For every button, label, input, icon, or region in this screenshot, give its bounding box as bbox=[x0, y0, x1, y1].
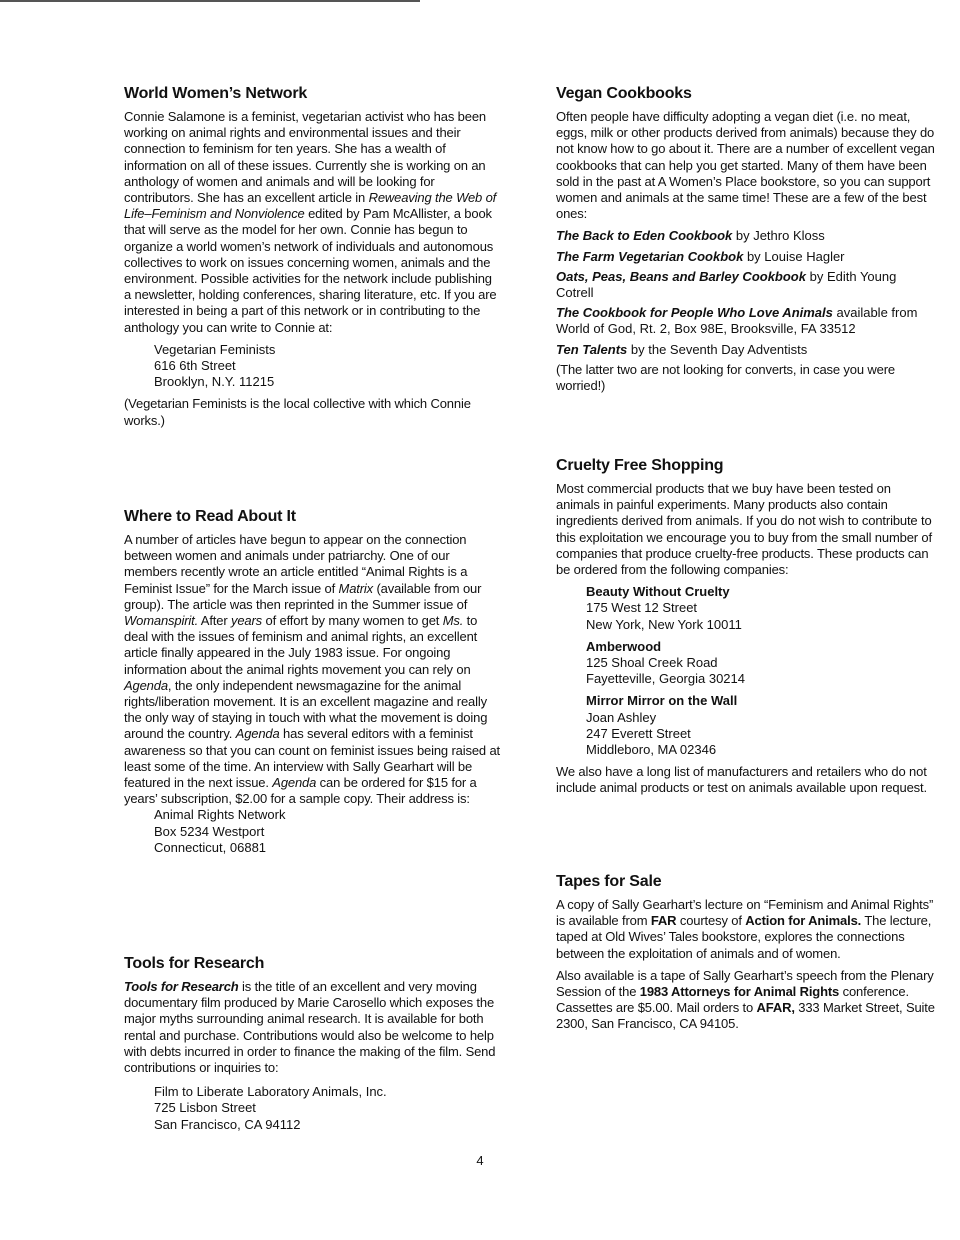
read-text: (available from our group). The article was then reprinted in the Summer issue of bbox=[124, 580, 482, 612]
read-address bbox=[154, 807, 502, 856]
book-title: The Back to Eden Cookbook bbox=[556, 228, 733, 244]
book-title: The Farm Vegetarian Cookbok bbox=[556, 248, 744, 264]
vegan-intro: Often people have difficulty adopting a vegan diet (i.e. no meat, eggs, milk or other products derived from animals) because they do not know how to go about it. There are a number of excellent vegan cookbooks that can help you get started. Many of them have been sold in the past at A Women’s Place bookstore, so you can support women and animals at the same time! These are a few of the best ones: bbox=[556, 109, 935, 222]
address-line: Fayetteville, Georgia 30214 bbox=[586, 671, 745, 687]
read-text: has several editors with a feminist awareness so that you can count on feminist issues being raised at least some of the time. An interview with Sally Gearhart will be featured in the next issue. bbox=[124, 726, 500, 791]
read-text: of effort by many women to get bbox=[262, 613, 443, 629]
tapes-paragraph-2 bbox=[556, 968, 936, 1033]
address-line: 175 West 12 Street bbox=[586, 600, 698, 616]
address-line: 725 Lisbon Street bbox=[154, 1100, 256, 1116]
heading-cruelty-free-shopping: Cruelty Free Shopping bbox=[556, 457, 724, 474]
address-line: Film to Liberate Laboratory Animals, Inc. bbox=[154, 1084, 387, 1100]
book-title: Oats, Peas, Beans and Barley Cookbook bbox=[556, 268, 806, 284]
world-text-b: edited by Pam McAllister, a book that will serve as the model for her own. Connie has begun to organize a world women’s network of individuals and autonomous collectives to work on issues concerning women, animals and the environment. Possible activities for the network include publishing a newsletter, holding conferences, sharing literature, etc. If you are interested in being a part of this network or in contributing to the anthology you can write to Connie at: bbox=[124, 206, 497, 335]
read-emphasis: years bbox=[230, 613, 263, 629]
tapes-bold: AFAR, bbox=[756, 1000, 795, 1016]
company-name: Amberwood bbox=[586, 638, 662, 654]
world-book-title: Reweaving the Web of Life–Feminism and Nonviolence bbox=[124, 190, 497, 222]
section-cruelty-free-shopping bbox=[556, 456, 936, 803]
cruelty-outro: We also have a long list of manufacturers and retailers who do not include animal products or test on animals available upon request. bbox=[556, 764, 927, 796]
tapes-bold: 1983 Attorneys for Animal Rights bbox=[639, 984, 840, 1000]
company-name: Beauty Without Cruelty bbox=[586, 584, 730, 600]
cruelty-intro: Most commercial products that we buy have been tested on animals in painful experiments. Many products also contain ingredients derived from animals. If you do not wish to contribute to this exploitation we encourage you to buy from the small number of companies that produce cruelty-free products. These products can be ordered from the following companies: bbox=[556, 481, 932, 578]
address-line: Brooklyn, N.Y. 11215 bbox=[154, 374, 275, 390]
address-line: Connecticut, 06881 bbox=[154, 839, 267, 855]
tapes-bold: FAR bbox=[650, 913, 677, 929]
read-emphasis: Agenda bbox=[272, 775, 317, 791]
tapes-text: The lecture, taped at Old Wives’ Tales bookstore, explores the connections between the exploitation of animals and of women. bbox=[556, 913, 932, 961]
book-detail: by Jethro Kloss bbox=[732, 228, 825, 244]
read-text: can be ordered for $15 for a years’ subscription, $2.00 for a sample copy. Their address is: bbox=[124, 775, 477, 807]
read-text: , the only independent newsmagazine for the animal rights/liberation movement. It is an excellent magazine and really the only way of staying in touch with what the movement is doing around the country. bbox=[124, 677, 488, 742]
address-line: Animal Rights Network bbox=[154, 807, 286, 823]
heading-vegan-cookbooks: Vegan Cookbooks bbox=[556, 85, 692, 102]
address-line: San Francisco, CA 94112 bbox=[154, 1116, 301, 1132]
world-note: (Vegetarian Feminists is the local collective with which Connie works.) bbox=[124, 396, 471, 428]
tapes-text: Also available is a tape of Sally Gearhart’s speech from the Plenary Session of the bbox=[556, 967, 934, 1000]
section-tools-for-research bbox=[124, 954, 502, 1139]
tapes-text: conference. Cassettes are $5.00. Mail orders to bbox=[556, 984, 909, 1016]
tapes-text: A copy of Sally Gearhart’s lecture on “Feminism and Animal Rights” is available from bbox=[556, 897, 934, 929]
book-detail: by Edith Young Cotrell bbox=[556, 268, 897, 301]
address-line: 247 Everett Street bbox=[586, 725, 691, 741]
section-where-to-read bbox=[124, 507, 502, 862]
section-tapes-for-sale bbox=[556, 872, 936, 1039]
book-detail: by the Seventh Day Adventists bbox=[627, 341, 808, 357]
tools-film-title: Tools for Research bbox=[124, 979, 239, 994]
book-detail: by Louise Hagler bbox=[743, 248, 845, 264]
read-emphasis: Matrix bbox=[338, 580, 374, 596]
company-entry bbox=[586, 584, 936, 633]
book-entry bbox=[556, 342, 936, 358]
book-entry bbox=[556, 249, 936, 265]
company-name: Mirror Mirror on the Wall bbox=[586, 693, 738, 709]
tools-paragraph bbox=[124, 979, 502, 1076]
read-paragraph bbox=[124, 532, 502, 807]
tools-text: is the title of an excellent and very moving documentary film produced by Marie Carosello which exposes the major myths surrounding animal research. It is available for both rental and purchase. Contributions would also be welcome to help with debts incurred in order to finance the making of the film. Send contributions or inquiries to: bbox=[124, 979, 496, 1076]
tools-address bbox=[154, 1084, 502, 1133]
section-world-womens-network bbox=[124, 84, 502, 435]
book-entry bbox=[556, 228, 936, 244]
heading-tapes-for-sale: Tapes for Sale bbox=[556, 873, 662, 890]
vegan-note: (The latter two are not looking for converts, in case you were worried!) bbox=[556, 361, 895, 394]
address-line: 125 Shoal Creek Road bbox=[586, 655, 718, 671]
section-vegan-cookbooks bbox=[556, 84, 936, 400]
book-detail: available from World of God, Rt. 2, Box 98E, Brooksville, FA 33512 bbox=[556, 305, 918, 337]
page-number: 4 bbox=[476, 1153, 484, 1168]
address-line: 616 6th Street bbox=[154, 358, 236, 374]
book-title: The Cookbook for People Who Love Animals bbox=[556, 305, 833, 321]
book-title: Ten Talents bbox=[556, 341, 628, 357]
heading-where-to-read: Where to Read About It bbox=[124, 508, 296, 525]
address-line: Box 5234 Westport bbox=[154, 823, 265, 839]
book-entry bbox=[556, 269, 936, 301]
address-line: Middleboro, MA 02346 bbox=[586, 742, 717, 758]
read-emphasis: Agenda bbox=[235, 726, 280, 742]
heading-world-womens-network: World Women’s Network bbox=[124, 85, 308, 102]
company-entry bbox=[586, 693, 936, 758]
read-emphasis: Ms. bbox=[442, 613, 464, 629]
world-address bbox=[154, 342, 502, 391]
heading-tools-for-research: Tools for Research bbox=[124, 955, 265, 972]
read-text: After bbox=[198, 613, 231, 629]
tapes-paragraph-1 bbox=[556, 897, 936, 962]
address-line: Joan Ashley bbox=[586, 709, 657, 725]
address-line: Vegetarian Feminists bbox=[154, 341, 276, 357]
company-entry bbox=[586, 639, 936, 688]
world-text-a: Connie Salamone is a feminist, vegetarian activist who has been working on animal rights and environmental issues and their connection to feminism for ten years. She has a wealth of information on all of these issues. Currently she is working on an anthology of women and animals and will be looking for contributors. She has an excellent article in bbox=[124, 109, 486, 206]
tapes-text: courtesy of bbox=[676, 913, 746, 929]
read-text: A number of articles have begun to appear on the connection between women and animals under patriarchy. One of our members recently wrote an article entitled “Animal Rights is a Feminist Issue” for the March issue of bbox=[124, 532, 468, 596]
tapes-bold: Action for Animals. bbox=[745, 913, 862, 929]
world-paragraph bbox=[124, 109, 502, 336]
tapes-text: 333 Market Street, Suite 2300, San Francisco, CA 94105. bbox=[556, 1000, 935, 1032]
read-text: to deal with the issues of feminism and animal rights, an excellent article finally appeared in the July 1983 issue. For ongoing information about the animal rights movement you can rely on bbox=[124, 613, 478, 677]
read-emphasis: Womanspirit. bbox=[124, 613, 199, 629]
top-rule bbox=[0, 0, 420, 2]
book-entry bbox=[556, 305, 936, 337]
read-emphasis: Agenda bbox=[124, 677, 168, 693]
address-line: New York, New York 10011 bbox=[586, 616, 742, 632]
